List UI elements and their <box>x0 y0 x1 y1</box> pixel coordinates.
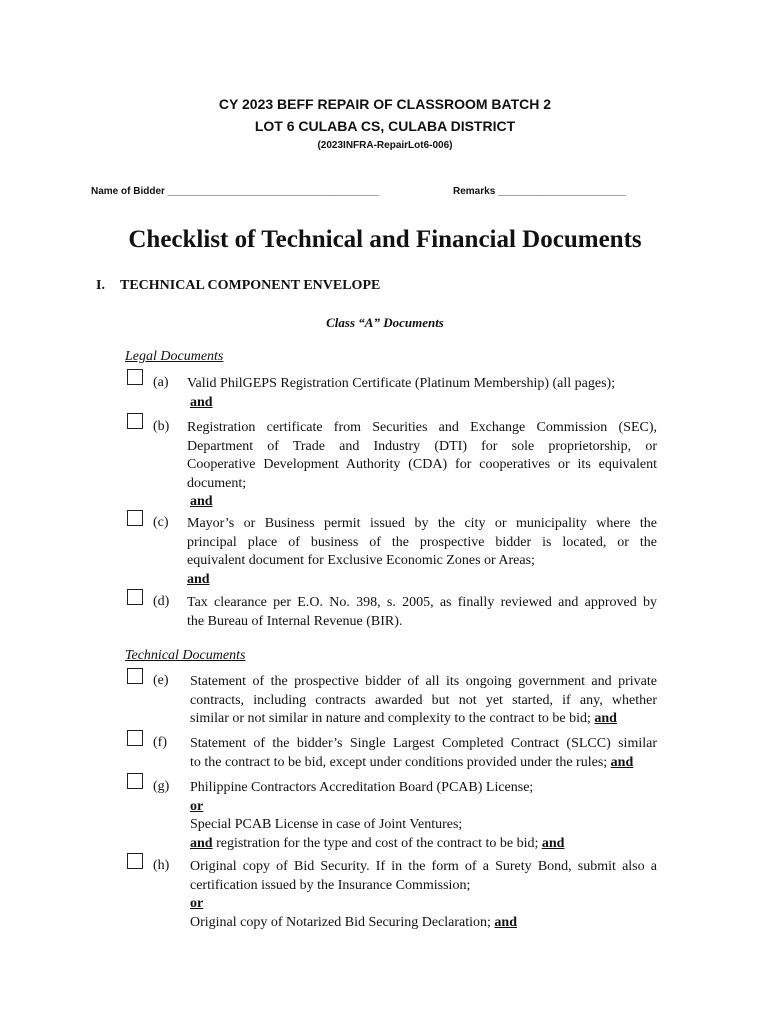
text-line: Statement of the prospective bidder of all its ongoing government and private <box>190 674 657 689</box>
item-d-text <box>187 594 657 631</box>
checkbox-d[interactable] <box>127 589 143 605</box>
reference-code: (2023INFRA-RepairLot6-006) <box>317 140 453 151</box>
item-g-text <box>190 779 657 853</box>
conjunction-or: or <box>190 798 204 814</box>
conjunction-and: and <box>610 754 634 770</box>
text-line: Cooperative Development Authority (CDA) for cooperatives or its equivalent <box>187 457 657 472</box>
remarks-blank: _______________________ <box>498 186 626 197</box>
bidder-field[interactable] <box>91 186 379 197</box>
text-line: Valid PhilGEPS Registration Certificate (Platinum Membership) (all pages); <box>187 376 616 391</box>
checkbox-a[interactable] <box>127 369 143 385</box>
item-label-e: (e) <box>153 673 169 688</box>
item-label-b: (b) <box>153 419 170 434</box>
text-line: Department of Trade and Industry (DTI) for sole proprietorship, or <box>187 438 657 454</box>
text-line: registration for the type and cost of the contract to be bid; <box>216 835 539 851</box>
bidder-blank: ______________________________________ <box>167 186 380 197</box>
conjunction-and: and <box>190 394 213 410</box>
item-label-d: (d) <box>153 594 170 609</box>
text-line: Philippine Contractors Accreditation Board (PCAB) License; <box>190 780 534 795</box>
text-line: Special PCAB License in case of Joint Ventures; <box>190 817 463 832</box>
item-h-text <box>190 858 657 932</box>
class-label: Class “A” Documents <box>326 315 444 330</box>
text-line: equivalent document for Exclusive Economic Zones or Areas; <box>187 553 535 568</box>
conjunction-and: and <box>190 835 213 851</box>
text-line: principal place of business of the prospective bidder is located, or the <box>187 534 657 550</box>
checkbox-e[interactable] <box>127 668 143 684</box>
conjunction-or: or <box>190 896 204 911</box>
conjunction-and: and <box>494 914 517 930</box>
checkbox-f[interactable] <box>127 730 143 746</box>
item-label-c: (c) <box>153 515 169 530</box>
remarks-label: Remarks <box>453 186 496 197</box>
remarks-field[interactable] <box>453 186 626 197</box>
item-f-text <box>190 735 657 772</box>
item-a-text <box>187 375 655 412</box>
item-label-g: (g) <box>153 779 170 794</box>
conjunction-and: and <box>594 711 617 726</box>
conjunction-and: and <box>187 571 210 587</box>
item-b-text <box>187 419 657 512</box>
item-label-a: (a) <box>153 375 169 390</box>
item-label-h: (h) <box>153 858 170 873</box>
section-number: I. <box>96 278 105 293</box>
text-line: Original copy of Notarized Bid Securing Declaration; <box>190 914 491 930</box>
item-label-f: (f) <box>153 735 167 750</box>
checkbox-h[interactable] <box>127 853 143 869</box>
text-line: the Bureau of Internal Revenue (BIR). <box>187 613 403 629</box>
title-line-1: CY 2023 BEFF REPAIR OF CLASSROOM BATCH 2 <box>218 96 552 112</box>
conjunction-and: and <box>190 494 213 509</box>
text-line: Tax clearance per E.O. No. 398, s. 2005, as finally reviewed and approved by <box>187 595 657 610</box>
item-e-text <box>190 673 657 729</box>
text-line: Registration certificate from Securities and Exchange Commission (SEC), <box>187 420 657 435</box>
technical-documents-heading: Technical Documents <box>125 648 246 663</box>
title-line-2: LOT 6 CULABA CS, CULABA DISTRICT <box>254 118 516 134</box>
text-line: similar or not similar in nature and complexity to the contract to be bid; <box>190 711 591 726</box>
text-line: contracts, including contracts awarded but not yet started, if any, whether <box>190 692 657 708</box>
checkbox-g[interactable] <box>127 773 143 789</box>
checkbox-b[interactable] <box>127 413 143 429</box>
bidder-label: Name of Bidder <box>91 186 165 197</box>
conjunction-and: and <box>541 835 565 851</box>
section-title: TECHNICAL COMPONENT ENVELOPE <box>120 278 381 293</box>
text-line: Mayor’s or Business permit issued by the city or municipality where the <box>187 516 657 531</box>
text-line: Original copy of Bid Security. If in the form of a Surety Bond, submit also a <box>190 859 657 874</box>
text-line: document; <box>187 475 247 491</box>
text-line: to the contract to be bid, except under conditions provided under the rules; <box>190 754 608 770</box>
legal-documents-heading: Legal Documents <box>125 349 224 364</box>
checkbox-c[interactable] <box>127 510 143 526</box>
document-heading: Checklist of Technical and Financial Documents <box>128 226 642 253</box>
item-c-text <box>187 515 657 589</box>
text-line: Statement of the bidder’s Single Largest Completed Contract (SLCC) similar <box>190 736 657 751</box>
text-line: certification issued by the Insurance Commission; <box>190 877 471 893</box>
